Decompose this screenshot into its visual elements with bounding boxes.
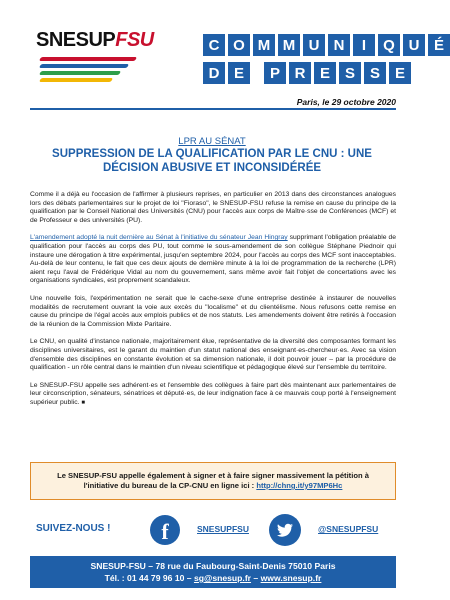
header-divider <box>30 108 396 110</box>
paragraph-3: Une nouvelle fois, l'expérimentation ne serait que le cache-sexe d'une entreprise destinée à instaurer de nouvelles modalités de recrutement ouvrant la voie aux excès du "localisme" et du clientélisme. Nous refusons cette remise en cause du principe de l'égal accès aux emplois publics et de nos statuts. Les amendements doivent être retirés à l'occasion de la réunion de la Commission Mixte Paritaire. <box>30 294 396 328</box>
communique-tile-2: M <box>253 34 275 56</box>
twitter-bird-icon <box>269 514 301 546</box>
facebook-icon[interactable]: f <box>150 515 180 545</box>
communique-tiles <box>203 34 450 56</box>
communique-tile-5: N <box>328 34 350 56</box>
presse-tile-8: E <box>389 62 411 84</box>
footer-separator: – <box>251 573 261 583</box>
presse-tile-6: S <box>339 62 361 84</box>
presse-tile-2 <box>253 62 261 84</box>
article-kicker[interactable]: LPR AU SÉNAT <box>178 136 246 147</box>
facebook-link[interactable]: SNESUPFSU <box>197 524 249 534</box>
presse-tile-4: R <box>289 62 311 84</box>
paragraph-4: Le CNU, en qualité d'instance nationale, majoritairement élue, représentative de la diversité des composantes formant les disciplines universitaires, est le garant du maintien d'un statut national des enseignant·es-chercheur·es. Avec sa vision d'ensemble des disciplines en constante évolution et sa dimension nationale, il doit pouvoir jouer – par la procédure de qualification - un rôle central dans le maintien d'un niveau scientifique et pédagogique élevé sur l'ensemble du territoire. <box>30 338 396 372</box>
communique-tile-6: I <box>353 34 375 56</box>
footer-address: SNESUP-FSU – 78 rue du Faubourg-Saint-Denis 75010 Paris <box>90 561 336 571</box>
logo-wordmark <box>36 30 154 50</box>
logo-red-stripe <box>39 57 137 61</box>
footer-contact <box>30 572 396 584</box>
logo-blue-stripe <box>39 64 129 68</box>
footer-website-link[interactable]: www.snesup.fr <box>260 573 322 583</box>
communique-tile-1: O <box>228 34 250 56</box>
follow-us-label: SUIVEZ-NOUS ! <box>36 523 111 534</box>
article-body <box>30 191 396 416</box>
footer-email-link[interactable]: sg@snesup.fr <box>193 573 252 583</box>
paragraph-5-text: Le SNESUP-FSU appelle ses adhérent·es et l'ensemble des collègues à faire part dès maintenant aux parlementaires de leur circonscription, sénateurs, sénatrices et député·es, de leur indignation face à ce mauvais coup porté à l'enseignement supérieur public. <box>30 381 396 406</box>
paragraph-1: Comme il a déjà eu l'occasion de l'affirmer à plusieurs reprises, en particulier en 2013 dans des circonstances analogues lors des débats parlementaires sur le projet de loi "Fioraso", le SNESUP-FSU refuse la remise en cause du principe de la qualification par le Conseil National des Universités (CNU) pour l'accès aux corps de Maître·sse de Conférences (MCF) et de Professeur e des universités (PU). <box>30 191 396 224</box>
amendment-link[interactable]: L'amendement adopté la nuit dernière au Sénat à l'initiative du sénateur Jean Hingray <box>30 234 288 242</box>
callout-message: Le SNESUP-FSU appelle également à signer et à faire signer massivement la pétition à l'initiative du bureau de la CP-CNU en ligne ici : <box>57 470 369 490</box>
presse-tile-5: E <box>314 62 336 84</box>
paragraph-2 <box>30 234 396 286</box>
logo-suffix: FSU <box>115 29 154 51</box>
presse-tile-7: S <box>364 62 386 84</box>
paragraph-5 <box>30 382 396 408</box>
callout-text <box>39 471 387 492</box>
twitter-link[interactable]: @SNESUPFSU <box>318 524 379 534</box>
communique-tile-3: M <box>278 34 300 56</box>
logo-name: SNESUP <box>36 29 116 51</box>
release-date: Paris, le 29 octobre 2020 <box>296 97 396 107</box>
end-mark: ■ <box>81 399 86 406</box>
footer <box>30 556 396 588</box>
communique-tile-7: Q <box>378 34 400 56</box>
twitter-icon[interactable] <box>269 514 301 546</box>
petition-link[interactable]: http://chng.it/y97MP6Hc <box>256 481 343 490</box>
logo-yellow-stripe <box>39 78 113 82</box>
article-title: SUPPRESSION DE LA QUALIFICATION PAR LE CNU : UNE DÉCISION ABUSIVE ET INCONSIDÉRÉE <box>52 148 372 174</box>
communique-tile-0: C <box>203 34 225 56</box>
presse-tile-1: E <box>228 62 250 84</box>
communique-tile-8: U <box>403 34 425 56</box>
logo-green-stripe <box>39 71 121 75</box>
communique-tile-9: É <box>428 34 450 56</box>
communique-tile-4: U <box>303 34 325 56</box>
petition-callout <box>30 462 396 500</box>
footer-tel: Tél. : 01 44 79 96 10 – <box>104 573 194 583</box>
presse-tile-0: D <box>203 62 225 84</box>
paragraph-2-text: supprimant l'obligation préalable de qualification pour l'accès au corps des PU, tout comme le sous-amendement de son collègue Stéphane Piednoir qui instaure une dérogation à titre expérimental, jusqu'en septembre 2024, pour l'accès au corps des MCF sont inacceptables. Au-delà de leur contenu, le fait que ces deux ajouts de dernière minute à la loi de programmation de la recherche (LPR) aient reçu l'aval de Frédérique Vidal au nom du gouvernement, sans même avoir fait l'objet de concertations avec les organisations syndicales, est proprement scandaleux. <box>30 234 397 285</box>
snesup-fsu-logo <box>36 29 154 86</box>
presse-tile-3: P <box>264 62 286 84</box>
de-presse-tiles <box>203 62 411 84</box>
